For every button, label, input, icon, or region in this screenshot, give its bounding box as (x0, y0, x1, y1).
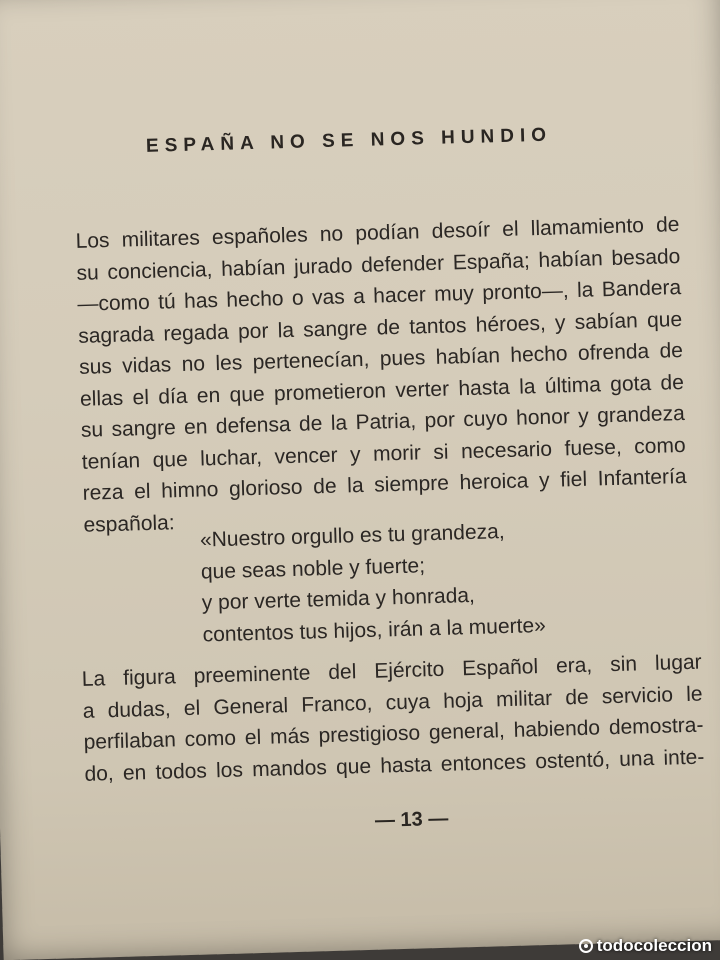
text-line: a dudas, el General Franco, cuya hoja militar de servicio le (82, 682, 703, 723)
page-number: — 13 — (374, 807, 449, 832)
paragraph-1 (75, 209, 688, 541)
paragraph-2 (81, 647, 704, 790)
text-line: sagrada regada por la sangre de tantos héroes, y sabían que (77, 307, 683, 348)
text-line: perfilaban como el más prestigioso general, habiendo demostra- (83, 713, 704, 754)
chapter-title: ESPAÑA NO SE NOS HUNDIO (145, 124, 553, 157)
watermark-logo-icon (579, 939, 593, 953)
text-line: Los militares españoles no podían desoír el llamamiento de (75, 213, 680, 253)
verse-line: que seas noble y fuerte; (200, 553, 426, 584)
text-line: su sangre en defensa de la Patria, por cuyo honor y grandeza (80, 401, 686, 442)
text-line: —como tú has hecho o vas a hacer muy pronto—, la Bandera (77, 276, 682, 316)
text-line: tenían que luchar, vencer y morir si necesario fuese, como (81, 433, 686, 474)
watermark (579, 936, 712, 956)
watermark-text: todocoleccion (596, 936, 712, 955)
verse-line: «Nuestro orgullo es tu grandeza, (199, 520, 505, 552)
text-line: ellas el día en que prometieron verter hasta la última gota de (79, 370, 685, 411)
text-line: La figura preeminente del Ejército Español era, sin lugar (81, 650, 702, 691)
text-line: do, en todos los mandos que hasta entonces ostentó, una inte- (84, 745, 705, 786)
text-line: reza el himno glorioso de la siempre heroica y fiel Infantería (82, 464, 687, 505)
verse-line: contentos tus hijos, irán a la muerte» (202, 613, 547, 647)
verse-line: y por verte temida y honrada, (201, 583, 476, 615)
text-line: sus vidas no les pertenecían, pues habían hecho ofrenda de (78, 339, 684, 379)
text-line: su conciencia, habían jurado defender España; habían besado (76, 244, 681, 285)
hymn-verse (200, 515, 547, 651)
text-line: española: (83, 510, 175, 537)
